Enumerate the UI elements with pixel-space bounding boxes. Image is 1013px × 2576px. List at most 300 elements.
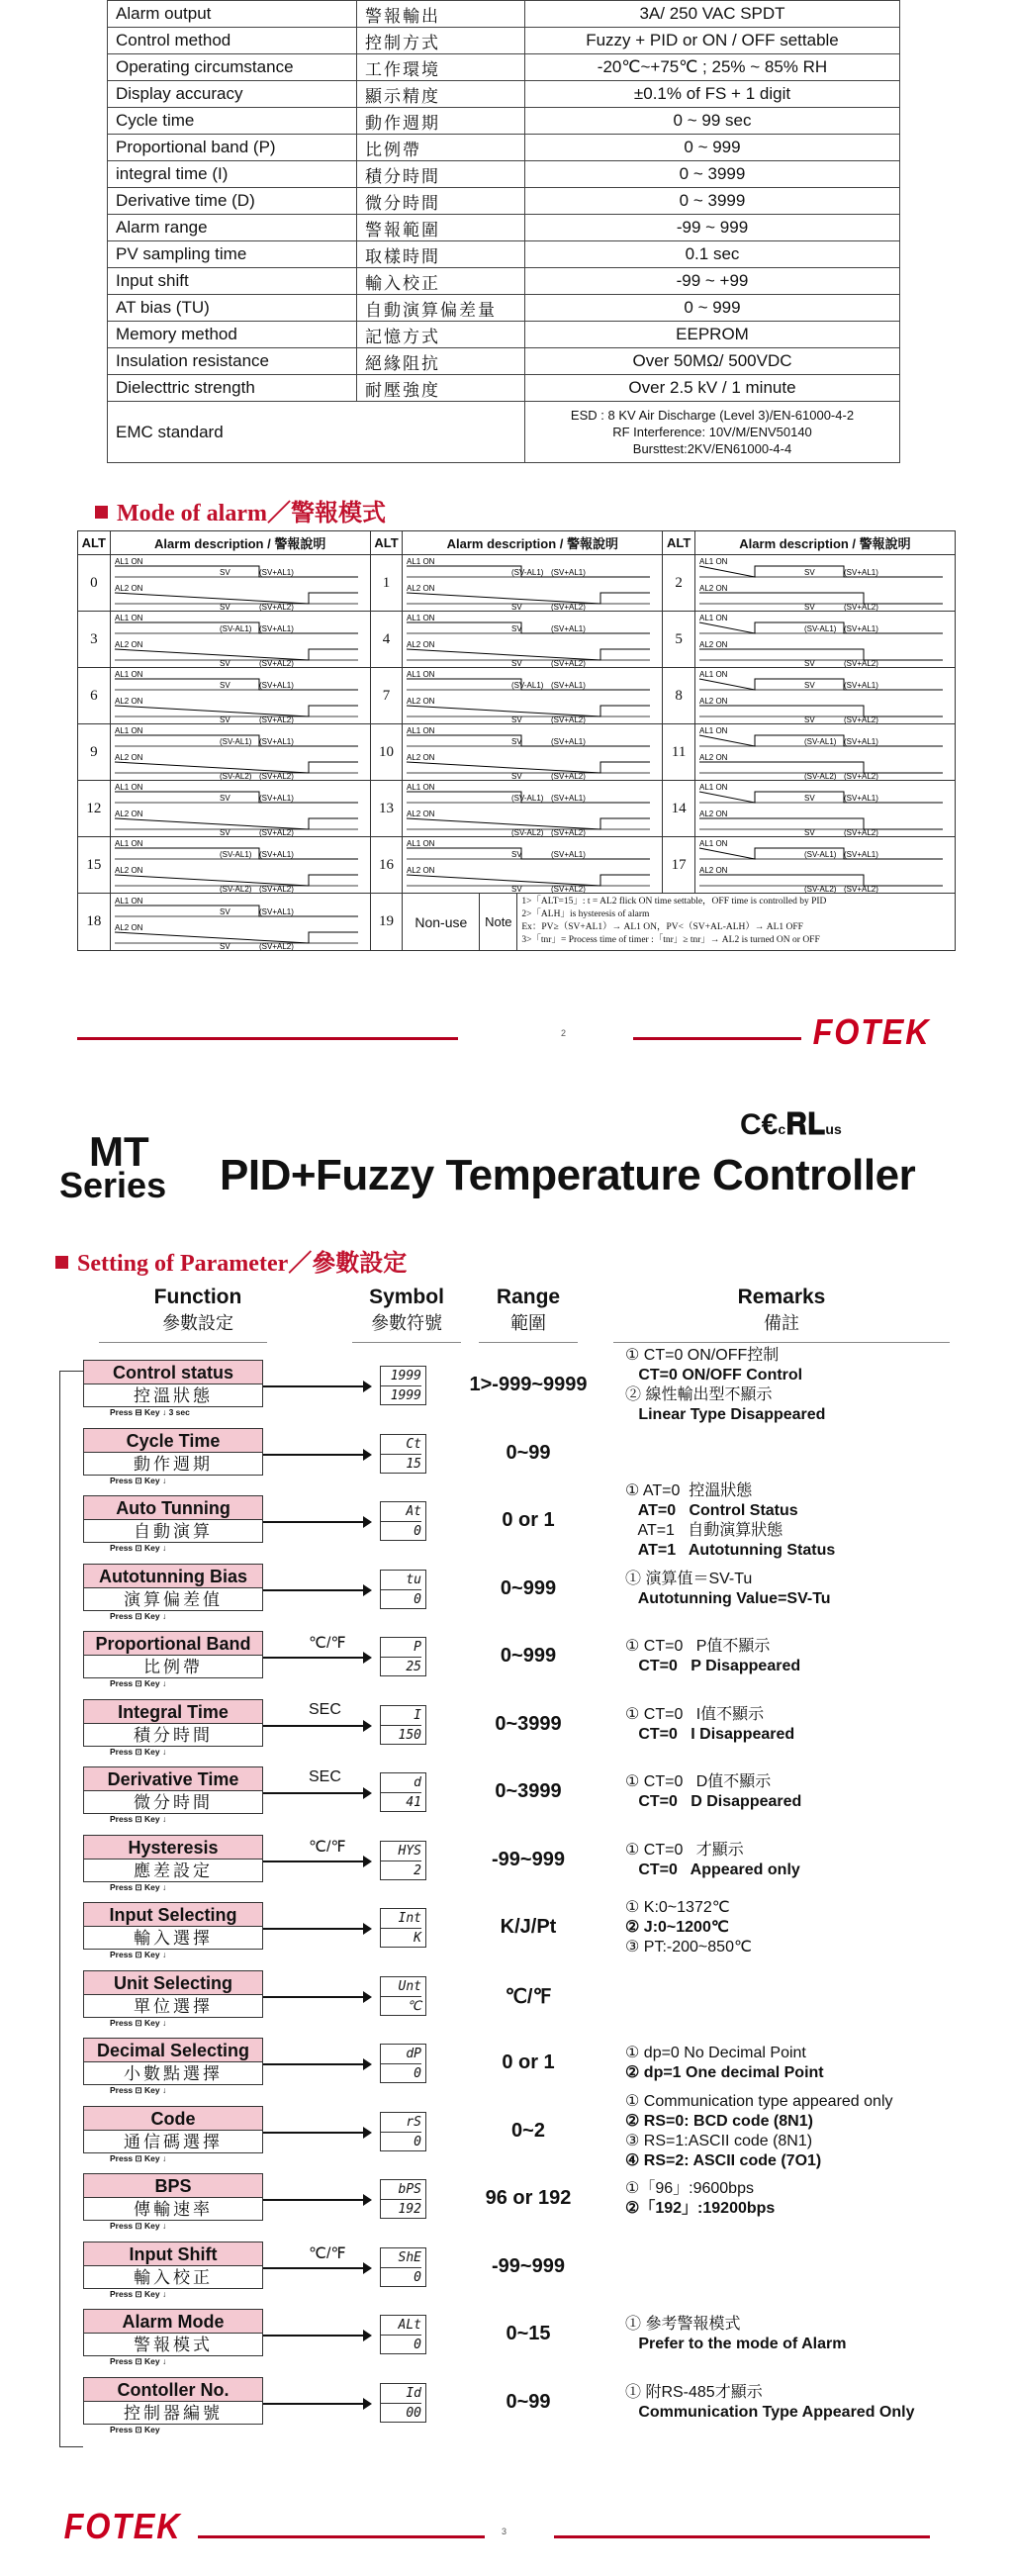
waveform-label: AL2 ON bbox=[114, 697, 143, 706]
remarks-header: Remarks 備註 bbox=[737, 1286, 826, 1333]
waveform-label: SV bbox=[219, 794, 230, 803]
spec-name: AT bias (TU) bbox=[108, 295, 357, 322]
alarm-mode-diagram bbox=[403, 724, 663, 781]
param-arrow bbox=[263, 1521, 370, 1523]
alarm-mode-number: 2 bbox=[663, 555, 695, 612]
param-arrow bbox=[263, 2403, 370, 2405]
waveform-label: AL2 ON bbox=[114, 753, 143, 762]
param-name: Proportional Band bbox=[84, 1632, 262, 1656]
spec-name: Control method bbox=[108, 28, 357, 54]
waveform-label: (SV+AL2) bbox=[843, 716, 878, 723]
param-box bbox=[83, 1360, 263, 1407]
param-remarks bbox=[625, 1772, 801, 1812]
param-name-zh: 警報模式 bbox=[134, 2336, 213, 2354]
param-display bbox=[380, 2383, 426, 2423]
remark-line: ① CT=0 P值不顯示 bbox=[625, 1638, 771, 1655]
alarm-mode-diagram bbox=[110, 724, 370, 781]
waveform-label: (SV-AL2) bbox=[803, 885, 837, 893]
waveform-label: AL2 ON bbox=[114, 866, 143, 875]
alarm-row bbox=[78, 837, 956, 894]
spec-value: -99 ~ +99 bbox=[525, 268, 900, 295]
remark-line: Autotunning Value=SV-Tu bbox=[625, 1590, 831, 1607]
waveform-label: AL2 ON bbox=[698, 810, 728, 818]
spec-row bbox=[108, 1, 900, 28]
spec-name-zh: 控制方式 bbox=[357, 28, 525, 54]
param-display bbox=[380, 1434, 426, 1474]
param-range: 0 or 1 bbox=[502, 2051, 555, 2073]
waveform-label: AL1 ON bbox=[407, 557, 435, 566]
alarm-row bbox=[78, 555, 956, 612]
param-remarks bbox=[625, 2092, 893, 2171]
waveform-label: (SV+AL1) bbox=[843, 737, 878, 746]
symbol-header: Symbol 參數符號 bbox=[369, 1286, 444, 1333]
alarm-row bbox=[78, 894, 956, 951]
param-box bbox=[83, 2173, 263, 2221]
waveform-label: (SV+AL1) bbox=[258, 850, 294, 859]
param-name-zh: 應差設定 bbox=[134, 1861, 213, 1880]
waveform-label: SV bbox=[511, 659, 522, 667]
waveform-label: AL2 ON bbox=[407, 584, 435, 593]
display-value: 0 bbox=[381, 1589, 421, 1608]
press-key-hint: Press ⊡ Key ↓ bbox=[110, 2356, 167, 2366]
waveform-label: AL1 ON bbox=[407, 726, 435, 735]
spec-name-zh: 取樣時間 bbox=[357, 241, 525, 268]
param-name-zh: 輸入校正 bbox=[134, 2268, 213, 2287]
param-remarks bbox=[625, 1346, 825, 1425]
param-remarks bbox=[625, 1637, 800, 1676]
alarm-waveform bbox=[403, 724, 662, 780]
waveform-label: AL1 ON bbox=[407, 839, 435, 848]
spec-name-zh: 動作週期 bbox=[357, 108, 525, 135]
press-key-hint: Press ⊡ Key ↓ bbox=[110, 1814, 167, 1824]
waveform-label: (SV+AL1) bbox=[843, 624, 878, 633]
param-arrow bbox=[263, 1860, 370, 1862]
param-box bbox=[83, 2377, 263, 2425]
display-value: 0 bbox=[381, 2132, 421, 2150]
display-symbol: At bbox=[406, 1504, 421, 1519]
waveform-label: AL1 ON bbox=[114, 896, 143, 906]
spec-row bbox=[108, 81, 900, 108]
waveform-label: (SV+AL2) bbox=[551, 885, 587, 893]
waveform-label: (SV-AL1) bbox=[803, 624, 837, 633]
waveform-label: SV bbox=[803, 603, 815, 611]
spec-name-zh: 積分時間 bbox=[357, 161, 525, 188]
waveform-label: AL2 ON bbox=[698, 640, 728, 649]
waveform-label: SV bbox=[219, 828, 230, 836]
press-key-hint: Press ⊡ Key ↓ bbox=[110, 2085, 167, 2095]
param-range: 96 or 192 bbox=[485, 2187, 572, 2209]
waveform-label: (SV-AL1) bbox=[511, 681, 544, 690]
param-remarks bbox=[625, 2179, 775, 2219]
display-value: 192 bbox=[381, 2199, 421, 2218]
param-name-zh: 通信碼選擇 bbox=[124, 2133, 223, 2151]
waveform-label: AL2 ON bbox=[698, 753, 728, 762]
param-arrow bbox=[263, 1792, 370, 1794]
spec-row bbox=[108, 188, 900, 215]
param-name: BPS bbox=[84, 2174, 262, 2198]
spec-value: 3A/ 250 VAC SPDT bbox=[525, 1, 900, 28]
alarm-waveform bbox=[403, 612, 662, 667]
spec-name-zh: 警報範圍 bbox=[357, 215, 525, 241]
note-label: Note bbox=[480, 894, 517, 950]
spec-value: ±0.1% of FS + 1 digit bbox=[525, 81, 900, 108]
waveform-label: (SV-AL1) bbox=[219, 737, 252, 746]
spec-name-zh: 微分時間 bbox=[357, 188, 525, 215]
remark-line: CT=0 Appeared only bbox=[625, 1861, 800, 1878]
waveform-label: (SV+AL1) bbox=[551, 624, 587, 633]
param-range: 0~99 bbox=[506, 2391, 551, 2413]
param-name: Code bbox=[84, 2107, 262, 2131]
waveform-label: (SV+AL1) bbox=[551, 794, 587, 803]
display-symbol: HYS bbox=[398, 1844, 421, 1859]
waveform-label: AL1 ON bbox=[698, 614, 728, 622]
param-range: 0~15 bbox=[506, 2323, 551, 2344]
param-remarks bbox=[625, 2044, 824, 2083]
remark-line: ② J:0~1200℃ bbox=[625, 1919, 729, 1936]
waveform-label: SV bbox=[511, 850, 522, 859]
waveform-label: (SV+AL1) bbox=[258, 737, 294, 746]
waveform-label: (SV+AL1) bbox=[258, 624, 294, 633]
param-unit: ℃/℉ bbox=[309, 1839, 346, 1856]
press-key-hint: Press ⊡ Key ↓ bbox=[110, 1543, 167, 1553]
alarm-desc-header: Alarm description / 警報說明 bbox=[694, 531, 955, 555]
emc-line: Bursttest:2KV/EN61000-4-4 bbox=[632, 441, 792, 456]
waveform-label: AL2 ON bbox=[114, 640, 143, 649]
waveform-label: (SV+AL1) bbox=[551, 737, 587, 746]
alt-header: ALT bbox=[663, 531, 695, 555]
press-key-hint: Press ⊡ Key ↓ bbox=[110, 1882, 167, 1892]
display-value: 0 bbox=[381, 2063, 421, 2082]
alarm-waveform bbox=[111, 612, 370, 667]
waveform-label: (SV+AL1) bbox=[551, 568, 587, 577]
param-range: 1>-999~9999 bbox=[469, 1374, 588, 1395]
alarm-section-title: Mode of alarm／警報模式 bbox=[95, 493, 386, 527]
spec-name-zh: 工作環境 bbox=[357, 54, 525, 81]
param-box bbox=[83, 2106, 263, 2153]
param-arrow bbox=[263, 1589, 370, 1591]
display-symbol: tu bbox=[406, 1573, 421, 1587]
param-arrow bbox=[263, 2199, 370, 2201]
display-symbol: Unt bbox=[398, 1979, 421, 1994]
remark-line: CT=0 I Disappeared bbox=[625, 1726, 795, 1743]
param-name: Autotunning Bias bbox=[84, 1565, 262, 1588]
param-range: -99~999 bbox=[492, 1849, 565, 1870]
main-title: PID+Fuzzy Temperature Controller bbox=[220, 1151, 916, 1199]
waveform-label: AL1 ON bbox=[698, 783, 728, 792]
waveform-label: (SV-AL1) bbox=[803, 737, 837, 746]
param-name-zh: 單位選擇 bbox=[134, 1997, 213, 2016]
waveform-label: (SV+AL1) bbox=[258, 794, 294, 803]
param-range: 0~3999 bbox=[495, 1713, 562, 1735]
alarm-mode-number: 4 bbox=[370, 612, 403, 668]
alarm-waveform bbox=[695, 668, 955, 723]
waveform-label: AL1 ON bbox=[114, 670, 143, 679]
alarm-desc-header: Alarm description / 警報說明 bbox=[403, 531, 663, 555]
emc-line: RF Interference: 10V/M/ENV50140 bbox=[612, 425, 812, 439]
alarm-waveform bbox=[111, 724, 370, 780]
waveform-label: AL1 ON bbox=[698, 557, 728, 566]
symbol-header-rule bbox=[352, 1342, 461, 1343]
remark-line: CT=0 P Disappeared bbox=[625, 1658, 801, 1674]
alarm-mode-number: 16 bbox=[370, 837, 403, 894]
param-name-zh: 積分時間 bbox=[134, 1726, 213, 1745]
param-range: 0 or 1 bbox=[502, 1509, 555, 1531]
param-unit: ℃/℉ bbox=[309, 1635, 346, 1652]
param-unit: SEC bbox=[309, 1701, 341, 1718]
waveform-label: (SV-AL2) bbox=[219, 772, 252, 780]
alarm-mode-number: 1 bbox=[370, 555, 403, 612]
param-display bbox=[380, 1841, 426, 1880]
remark-line: Prefer to the mode of Alarm bbox=[625, 2336, 847, 2352]
alarm-waveform bbox=[695, 781, 955, 836]
param-arrow bbox=[263, 2063, 370, 2065]
spec-name: Alarm range bbox=[108, 215, 357, 241]
spec-name: Display accuracy bbox=[108, 81, 357, 108]
param-name: Hysteresis bbox=[84, 1836, 262, 1860]
waveform-label: (SV+AL2) bbox=[551, 716, 587, 723]
page-number-2: 3 bbox=[502, 2527, 507, 2536]
remark-line: ② RS=0: BCD code (8N1) bbox=[625, 2113, 813, 2130]
display-symbol: 1999 bbox=[390, 1369, 421, 1383]
alarm-waveform bbox=[111, 781, 370, 836]
param-display bbox=[380, 2044, 426, 2083]
alarm-mode-number: 11 bbox=[663, 724, 695, 781]
param-display bbox=[380, 1772, 426, 1812]
param-box bbox=[83, 1766, 263, 1814]
waveform-label: (SV+AL1) bbox=[843, 568, 878, 577]
waveform-label: SV bbox=[219, 603, 230, 611]
param-name-zh: 演算偏差值 bbox=[124, 1590, 223, 1609]
param-name: Auto Tunning bbox=[84, 1496, 262, 1520]
alarm-waveform bbox=[695, 724, 955, 780]
remark-line: Communication Type Appeared Only bbox=[625, 2404, 915, 2421]
spec-name: PV sampling time bbox=[108, 241, 357, 268]
alarm-waveform bbox=[403, 555, 662, 611]
param-name: Control status bbox=[84, 1361, 262, 1384]
display-symbol: I bbox=[414, 1708, 421, 1723]
display-value: 0 bbox=[381, 2267, 421, 2286]
param-name: Derivative Time bbox=[84, 1767, 262, 1791]
alarm-mode-number: 7 bbox=[370, 668, 403, 724]
display-symbol: dP bbox=[406, 2047, 421, 2061]
fotek-logo: FOTEK bbox=[812, 1011, 931, 1052]
param-box bbox=[83, 1902, 263, 1950]
display-value: 0 bbox=[381, 1521, 421, 1540]
waveform-label: (SV+AL1) bbox=[551, 681, 587, 690]
param-box bbox=[83, 2038, 263, 2085]
note-line: 1>「ALT=15」: t = AL2 flick ON time settable，OFF time is controlled by PID bbox=[521, 897, 827, 906]
spec-name-zh: 記憶方式 bbox=[357, 322, 525, 348]
param-arrow bbox=[263, 2335, 370, 2337]
page-number: 2 bbox=[561, 1028, 567, 1038]
waveform-label: AL1 ON bbox=[114, 726, 143, 735]
param-remarks bbox=[625, 1481, 835, 1561]
spec-row-emc bbox=[108, 402, 900, 463]
remark-line: ①「96」:9600bps bbox=[625, 2180, 754, 2197]
param-box bbox=[83, 1564, 263, 1611]
waveform-label: SV bbox=[511, 603, 522, 611]
waveform-label: AL2 ON bbox=[407, 866, 435, 875]
spec-row bbox=[108, 215, 900, 241]
param-name-zh: 傳輸速率 bbox=[134, 2200, 213, 2219]
spec-row bbox=[108, 54, 900, 81]
waveform-label: SV bbox=[803, 794, 815, 803]
spec-name-zh: 輸入校正 bbox=[357, 268, 525, 295]
remark-line: ① dp=0 No Decimal Point bbox=[625, 2045, 806, 2061]
remark-line: ① 參考警報模式 bbox=[625, 2316, 741, 2333]
alarm-waveform bbox=[403, 781, 662, 836]
remark-line: ② dp=1 One decimal Point bbox=[625, 2064, 824, 2081]
waveform-label: (SV+AL2) bbox=[843, 603, 878, 611]
spec-value: 0.1 sec bbox=[525, 241, 900, 268]
alarm-mode-diagram bbox=[403, 612, 663, 668]
spec-row bbox=[108, 375, 900, 402]
waveform-label: AL1 ON bbox=[698, 726, 728, 735]
param-box bbox=[83, 2242, 263, 2289]
note-text bbox=[517, 894, 830, 950]
alarm-mode-diagram bbox=[694, 837, 955, 894]
param-arrow bbox=[263, 1657, 370, 1659]
spec-name-zh: 耐壓強度 bbox=[357, 375, 525, 402]
spec-value: -20℃~+75℃ ; 25% ~ 85% RH bbox=[525, 54, 900, 81]
waveform-label: (SV+AL2) bbox=[258, 772, 294, 780]
waveform-label: SV bbox=[803, 716, 815, 723]
alarm-waveform bbox=[403, 837, 662, 893]
param-arrow bbox=[263, 1454, 370, 1456]
alarm-waveform bbox=[111, 895, 370, 950]
display-symbol: Int bbox=[398, 1911, 421, 1926]
param-unit: SEC bbox=[309, 1768, 341, 1785]
alarm-waveform bbox=[111, 837, 370, 893]
display-symbol: Ct bbox=[406, 1437, 421, 1452]
remark-line: ① Communication type appeared only bbox=[625, 2093, 893, 2110]
waveform-label: (SV+AL1) bbox=[843, 850, 878, 859]
spec-value-emc bbox=[525, 402, 900, 463]
waveform-label: (SV+AL2) bbox=[551, 772, 587, 780]
param-range: 0~999 bbox=[500, 1645, 557, 1667]
cycle-loop-line bbox=[59, 1371, 83, 2447]
waveform-label: SV bbox=[803, 659, 815, 667]
press-key-hint: Press ⊡ Key bbox=[110, 2425, 160, 2434]
spec-row bbox=[108, 241, 900, 268]
spec-name: EMC standard bbox=[108, 402, 525, 463]
param-name: Cycle Time bbox=[84, 1429, 262, 1453]
waveform-label: AL1 ON bbox=[407, 783, 435, 792]
alarm-mode-number: 17 bbox=[663, 837, 695, 894]
alarm-row bbox=[78, 668, 956, 724]
param-box bbox=[83, 1495, 263, 1543]
waveform-label: (SV-AL2) bbox=[803, 772, 837, 780]
waveform-label: (SV-AL1) bbox=[511, 794, 544, 803]
param-display bbox=[380, 2179, 426, 2219]
spec-value: 0 ~ 3999 bbox=[525, 188, 900, 215]
remarks-header-rule bbox=[613, 1342, 950, 1343]
remark-line: ③ PT:-200~850℃ bbox=[625, 1939, 752, 1956]
param-display bbox=[380, 2112, 426, 2151]
remark-line: Linear Type Disappeared bbox=[625, 1406, 826, 1423]
press-key-hint: Press ⊡ Key ↓ bbox=[110, 2289, 167, 2299]
param-arrow bbox=[263, 1725, 370, 1727]
waveform-label: SV bbox=[219, 941, 230, 950]
range-header-rule bbox=[479, 1342, 578, 1343]
param-range: 0~3999 bbox=[495, 1780, 562, 1802]
waveform-label: AL2 ON bbox=[698, 584, 728, 593]
waveform-label: SV bbox=[219, 716, 230, 723]
alarm-mode-number: 12 bbox=[78, 781, 111, 837]
display-value: 00 bbox=[381, 2403, 421, 2422]
press-key-hint: Press ⊡ Key ↓ bbox=[110, 2221, 167, 2231]
alarm-waveform bbox=[695, 555, 955, 611]
waveform-label: AL1 ON bbox=[114, 614, 143, 622]
waveform-label: (SV+AL2) bbox=[843, 772, 878, 780]
param-range: 0~999 bbox=[500, 1577, 557, 1599]
function-header: Function 參數設定 bbox=[153, 1286, 242, 1333]
waveform-label: AL2 ON bbox=[698, 697, 728, 706]
remark-line: ① CT=0 I值不顯示 bbox=[625, 1706, 765, 1723]
parameter-section-title: Setting of Parameter／參數設定 bbox=[55, 1243, 407, 1278]
series-label: MT Series bbox=[59, 1128, 167, 1205]
alarm-mode-diagram bbox=[110, 668, 370, 724]
waveform-label: (SV+AL2) bbox=[551, 828, 587, 836]
waveform-label: (SV-AL1) bbox=[219, 850, 252, 859]
remark-line: AT=1 自動演算狀態 bbox=[625, 1522, 783, 1539]
alarm-mode-diagram bbox=[694, 612, 955, 668]
note-line: 2>「ALH」is hysteresis of alarm bbox=[521, 909, 650, 919]
alarm-waveform bbox=[403, 668, 662, 723]
spec-name: Proportional band (P) bbox=[108, 135, 357, 161]
param-display bbox=[380, 1501, 426, 1541]
spec-value: 0 ~ 3999 bbox=[525, 161, 900, 188]
alarm-mode-number: 3 bbox=[78, 612, 111, 668]
spec-name-zh: 顯示精度 bbox=[357, 81, 525, 108]
param-arrow bbox=[263, 2267, 370, 2269]
alarm-mode-diagram bbox=[694, 668, 955, 724]
press-key-hint: Press ⊡ Key ↓ bbox=[110, 1611, 167, 1621]
display-value: 1999 bbox=[381, 1385, 421, 1404]
press-key-hint: Press ⊟ Key ↓ 3 sec bbox=[110, 1407, 190, 1417]
waveform-label: SV bbox=[803, 828, 815, 836]
waveform-label: SV bbox=[219, 681, 230, 690]
spec-row bbox=[108, 268, 900, 295]
waveform-label: (SV+AL2) bbox=[843, 659, 878, 667]
param-display bbox=[380, 2247, 426, 2287]
waveform-label: SV bbox=[219, 568, 230, 577]
spec-value: -99 ~ 999 bbox=[525, 215, 900, 241]
param-display bbox=[380, 1908, 426, 1948]
waveform-label: SV bbox=[219, 906, 230, 916]
param-name: Integral Time bbox=[84, 1700, 262, 1724]
alarm-waveform bbox=[695, 612, 955, 667]
alarm-mode-number: 9 bbox=[78, 724, 111, 781]
param-box bbox=[83, 1699, 263, 1747]
alarm-mode-diagram bbox=[110, 555, 370, 612]
param-display bbox=[380, 1705, 426, 1745]
remark-line: ① AT=0 控溫狀態 bbox=[625, 1482, 753, 1499]
remark-line: ① 演算值＝SV-Tu bbox=[625, 1571, 753, 1587]
spec-value: Over 50MΩ/ 500VDC bbox=[525, 348, 900, 375]
alarm-mode-diagram bbox=[110, 612, 370, 668]
param-arrow bbox=[263, 1996, 370, 1998]
waveform-label: SV bbox=[803, 681, 815, 690]
display-value: ℃ bbox=[381, 1996, 421, 2015]
remark-line: CT=0 ON/OFF Control bbox=[625, 1367, 803, 1383]
press-key-hint: Press ⊡ Key ↓ bbox=[110, 2153, 167, 2163]
param-remarks bbox=[625, 1570, 831, 1609]
waveform-label: (SV-AL1) bbox=[803, 850, 837, 859]
spec-value: 0 ~ 999 bbox=[525, 295, 900, 322]
param-box bbox=[83, 2309, 263, 2356]
spec-name: Cycle time bbox=[108, 108, 357, 135]
